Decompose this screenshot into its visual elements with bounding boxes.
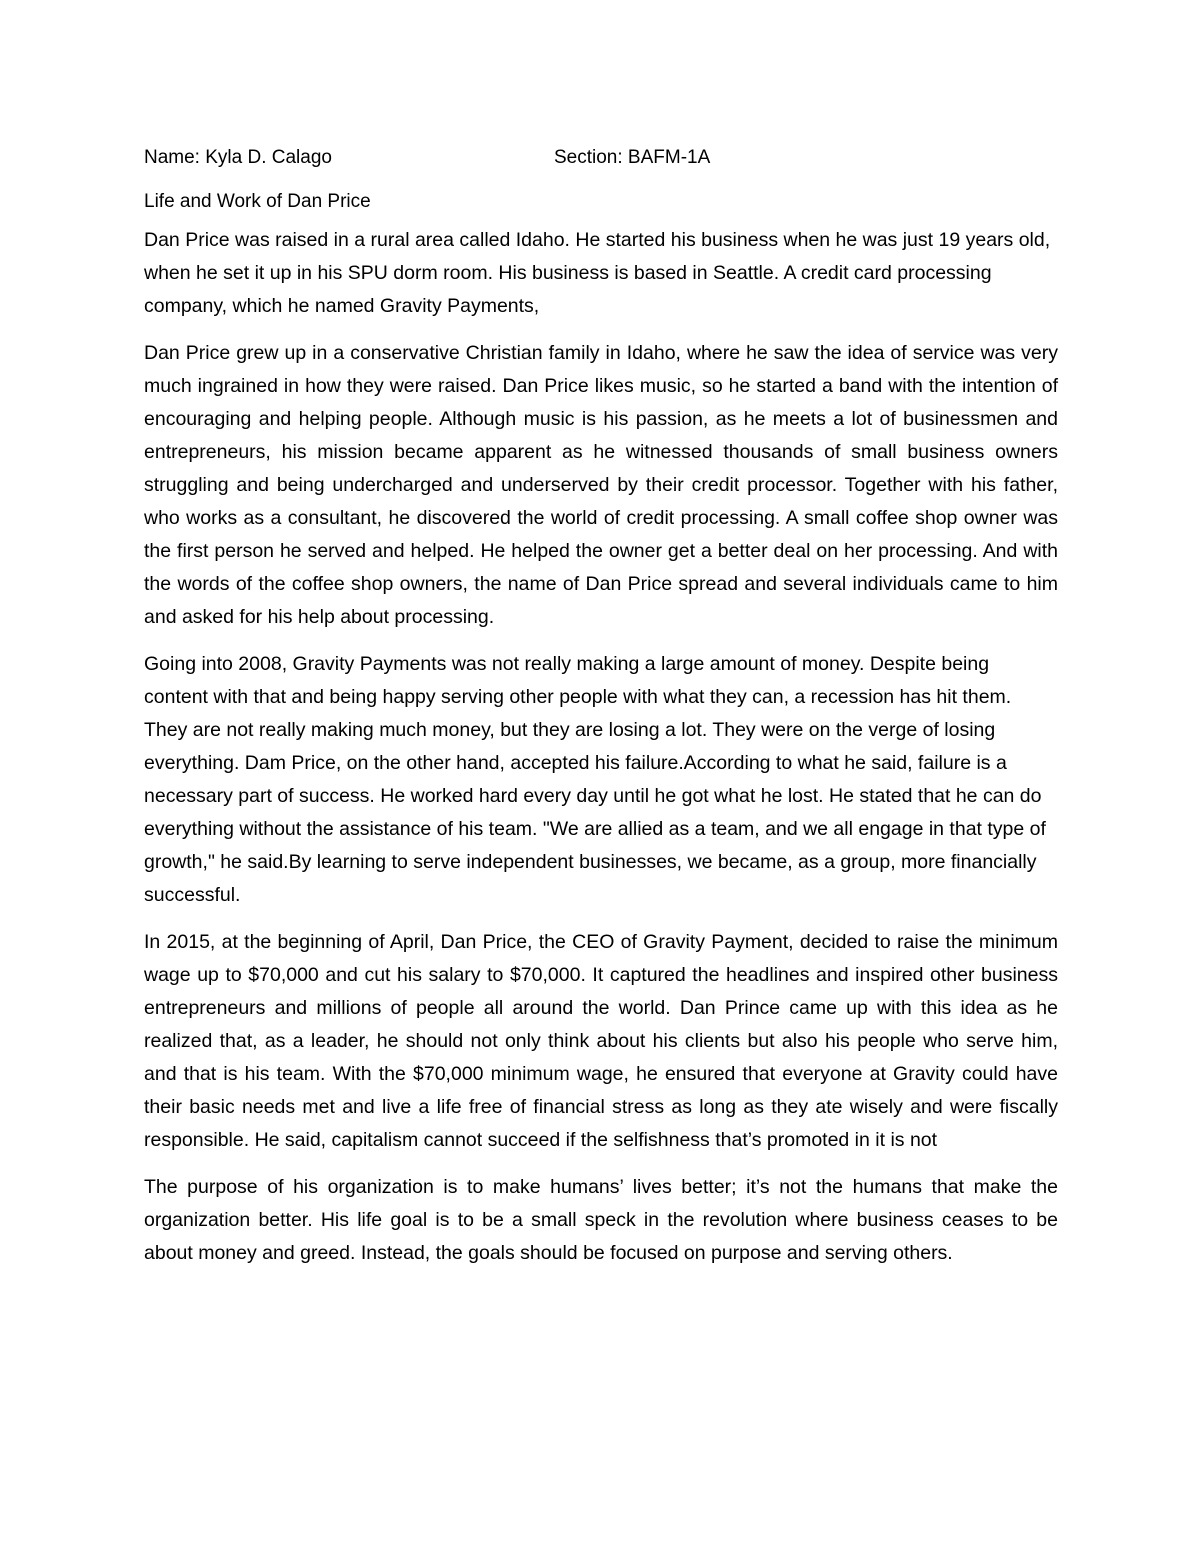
paragraph-4: In 2015, at the beginning of April, Dan Price, the CEO of Gravity Payment, decided to raise the minimum wage up to $70,000 and cut his salary to $70,000. It captured the headlines and inspired other business entrepreneurs and millions of people all around the world. Dan Prince came up with this idea as he realized that, as a leader, he should not only think about his clients but also his people who serve him, and that is his team. With the $70,000 minimum wage, he ensured that everyone at Gravity could have their basic needs met and live a life free of financial stress as long as they ate wisely and were fiscally responsible. He said, capitalism cannot succeed if the selfishness that’s promoted in it is not bbox=[144, 931, 1058, 1151]
document-header bbox=[144, 140, 1058, 176]
paragraph-5: The purpose of his organization is to make humans’ lives better; it’s not the humans that make the organization better. His life goal is to be a small speck in the revolution where business ceases to be about money and greed. Instead, the goals should be focused on purpose and serving others. bbox=[144, 1176, 1058, 1264]
student-name: Name: Kyla D. Calago bbox=[144, 147, 332, 168]
paragraph-3: Going into 2008, Gravity Payments was not really making a large amount of money. Despite being content with that and being happy serving other people with what they can, a recession has hit them. They are not really making much money, but they are losing a lot. They were on the verge of losing everything. Dam Price, on the other hand, accepted his failure.According to what he said, failure is a necessary part of success. He worked hard every day until he got what he lost. He stated that he can do everything without the assistance of his team. "We are allied as a team, and we all engage in that type of growth," he said.By learning to serve independent businesses, we became, as a group, more financially successful. bbox=[144, 653, 1046, 906]
paragraph-1: Dan Price was raised in a rural area called Idaho. He started his business when he was just 19 years old, when he set it up in his SPU dorm room. His business is based in Seattle. A credit card processing company, which he named Gravity Payments, bbox=[144, 229, 1051, 317]
paragraph-2: Dan Price grew up in a conservative Christian family in Idaho, where he saw the idea of service was very much ingrained in how they were raised. Dan Price likes music, so he started a band with the intention of encouraging and helping people. Although music is his passion, as he meets a lot of businessmen and entrepreneurs, his mission became apparent as he witnessed thousands of small business owners struggling and being undercharged and underserved by their credit processor. Together with his father, who works as a consultant, he discovered the world of credit processing. A small coffee shop owner was the first person he served and helped. He helped the owner get a better deal on her processing. And with the words of the coffee shop owners, the name of Dan Price spread and several individuals came to him and asked for his help about processing. bbox=[144, 342, 1058, 628]
student-section: Section: BAFM-1A bbox=[554, 147, 711, 168]
document-page bbox=[144, 140, 1058, 1284]
document-title: Life and Work of Dan Price bbox=[144, 191, 371, 212]
